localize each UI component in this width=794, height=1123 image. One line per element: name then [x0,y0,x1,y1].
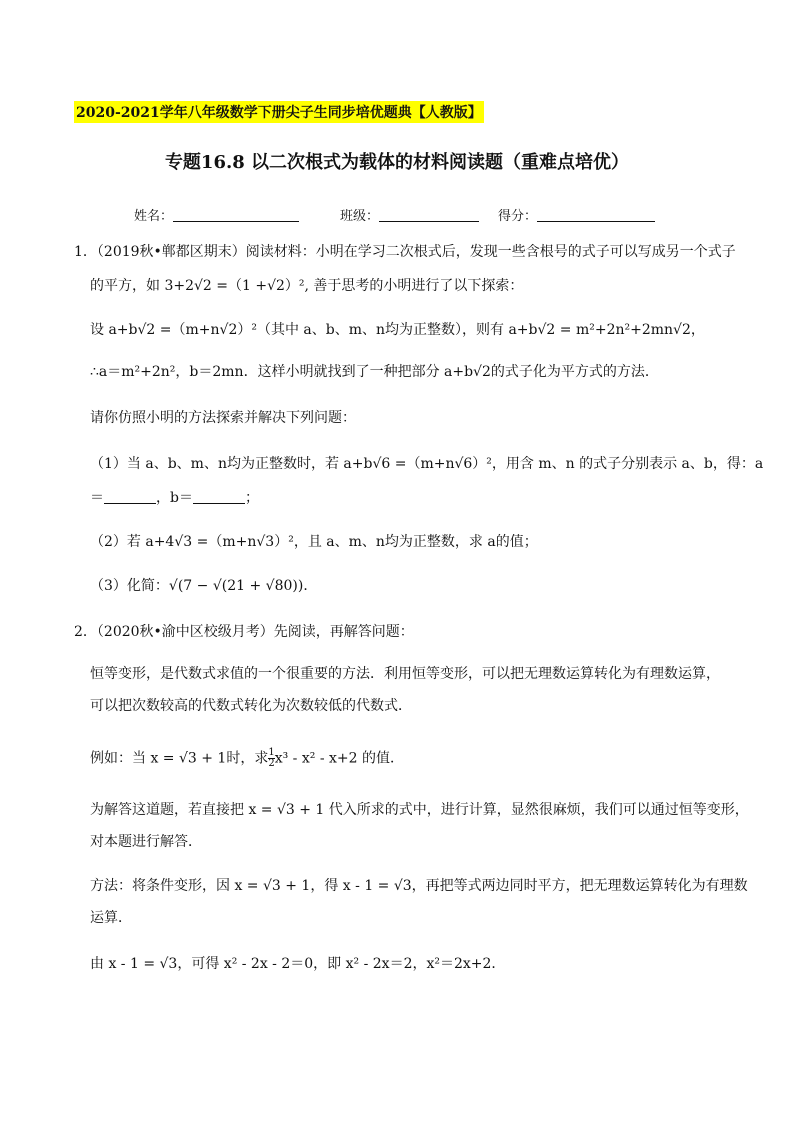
fraction-denominator: 2 [268,758,275,769]
page-title: 专题16.8 以二次根式为载体的材料阅读题（重难点培优） [164,152,630,173]
series-banner: 2020-2021学年八年级数学下册尖子生同步培优题典【人教版】 [74,101,484,123]
q2-line3: 可以把次数较高的代数式转化为次数较低的代数式． [90,698,412,714]
q2-line8: 运算． [90,910,132,926]
q1-line4: ∴a＝m²+2n²，b＝2mn．这样小明就找到了一种把部分 a+b√2的式子化为平方式的方法． [90,364,659,380]
q2-line4a: 例如：当 x = √3 + 1时，求 [90,750,269,767]
class-field [340,205,479,224]
q2-line5: 为解答这道题，若直接把 x = √3 + 1 代入所求的式中，进行计算，显然很麻烦，我们可以通过恒等变形， [90,802,749,818]
q2-line4b: x³ - x² - x+2 的值． [274,750,404,767]
q2-line7: 方法：将条件变形，因 x = √3 + 1，得 x - 1 = √3，再把等式两边同时平方，把无理数运算转化为有理数 [90,878,748,894]
q1-line7b: ，b＝ [156,490,193,506]
q1-line7a: ＝ [90,490,104,506]
q1-line5: 请你仿照小明的方法探索并解决下列问题： [90,410,356,426]
name-label: 姓名： [134,209,174,224]
q1-line6: （1）当 a、b、m、n均为正整数时，若 a+b√6 =（m+n√6）²，用含 m、n 的式子分别表示 a、b，得：a [90,456,764,472]
score-label: 得分： [498,209,538,224]
fraction-numerator: 1 [268,747,275,758]
q1-line3: 设 a+b√2 =（m+n√2）²（其中 a、b、m、n均为正整数），则有 a+b√2 = m²+2n²+2mn√2， [90,322,705,338]
q1-line7 [90,488,259,508]
q2-line4 [90,748,404,769]
class-blank [379,209,479,222]
q1-line2: 的平方，如 3+2√2 =（1 +√2）², 善于思考的小明进行了以下探索： [90,278,524,294]
q1-line7c: ； [244,490,259,506]
score-field [498,205,655,224]
name-blank [173,209,299,222]
name-field [134,205,299,224]
score-blank [537,209,655,222]
q1-line9: （3）化简：√(7 − √(21 + √80))． [90,578,318,594]
class-label: 班级： [340,209,380,224]
q2-line1: 2．（2020秋•渝中区校级月考）先阅读，再解答问题： [74,624,414,640]
q1-line1: 1．（2019秋•郸都区期末）阅读材料：小明在学习二次根式后，发现一些含根号的式子可以写成另一个式子 [74,244,736,260]
q2-line2: 恒等变形，是代数式求值的一个很重要的方法．利用恒等变形，可以把无理数运算转化为有理数运算， [90,666,720,682]
q1-line8: （2）若 a+4√3 =（m+n√3）²，且 a、m、n均为正整数，求 a的值； [90,534,538,550]
answer-b-blank [193,491,245,504]
q2-line9: 由 x - 1 = √3，可得 x² - 2x - 2＝0，即 x² - 2x＝2，x²＝2x+2． [90,956,506,972]
answer-a-blank [104,491,156,504]
q2-line6: 对本题进行解答． [90,834,202,850]
